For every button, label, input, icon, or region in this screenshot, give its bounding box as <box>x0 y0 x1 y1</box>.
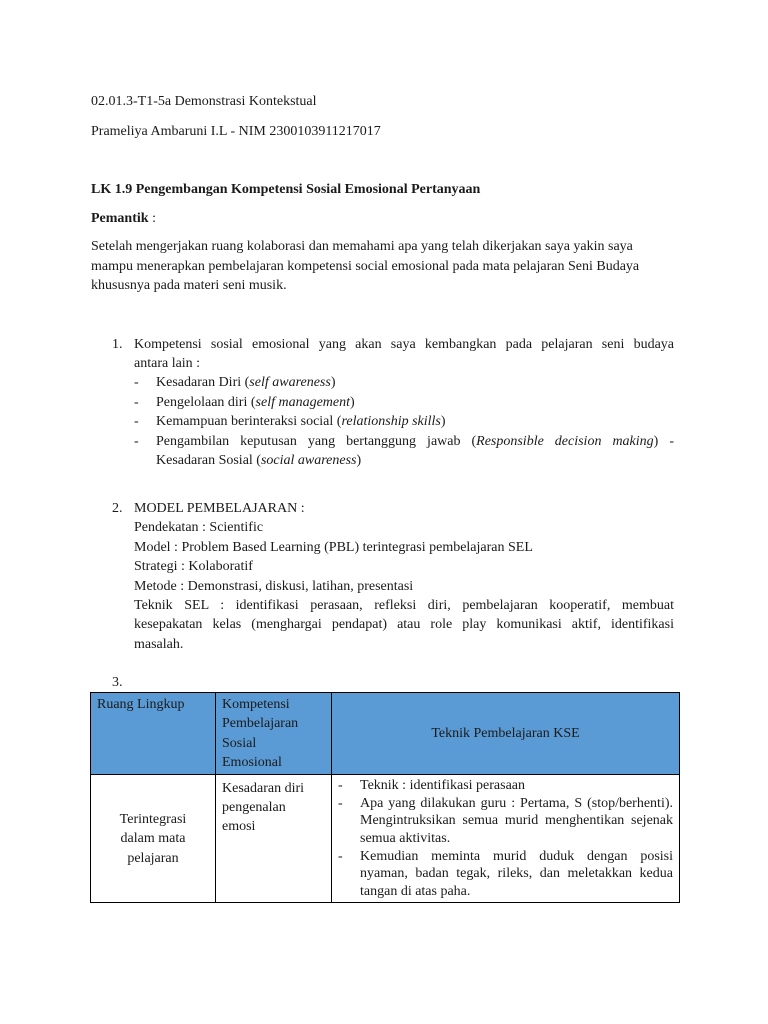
bullet-close: ) <box>440 414 446 429</box>
bullet-text: Pengambilan keputusan yang bertanggung jawab ( <box>156 434 477 449</box>
list-item <box>338 777 673 795</box>
header-text: Sosial <box>222 735 257 751</box>
bullet-italic-term: relationship skills <box>341 414 441 429</box>
teknik-line: masalah. <box>134 637 184 652</box>
continuation-close: ) <box>356 453 362 468</box>
kse-table <box>90 692 680 903</box>
header-kompetensi <box>216 693 332 775</box>
bullet-close: ) <box>350 395 355 410</box>
list-item <box>338 795 673 848</box>
bullet-dash: - <box>134 395 139 410</box>
bullet-text: Kemampuan berinteraksi social ( <box>156 414 342 429</box>
cell-ruang-lingkup <box>91 775 216 903</box>
pemantik-heading <box>91 209 156 228</box>
header-teknik <box>332 693 680 775</box>
header-text: Teknik Pembelajaran KSE <box>431 725 580 741</box>
list-text: Teknik : identifikasi perasaan <box>360 778 526 794</box>
teknik-list <box>338 777 673 900</box>
model-line: Strategi : Kolaboratif <box>134 559 253 574</box>
item1-number: 1. <box>112 337 123 352</box>
bullet-dash: - <box>134 434 139 449</box>
teknik-line: Teknik SEL : identifikasi perasaan, refleksi diri, pembelajaran kooperatif, membuat <box>134 598 674 613</box>
pemantik-paragraph: Setelah mengerjakan ruang kolaborasi dan memahami apa yang telah dikerjakan saya yakin saya mampu menerapkan pembelajaran kompetensi social emosional pada mata pelajaran Seni Budaya khususnya pada materi seni musik. <box>91 239 640 293</box>
header-text: Emosional <box>222 754 282 770</box>
cell-text: Kesadaran diri <box>222 781 305 797</box>
bullet-dash: - <box>134 375 139 390</box>
model-line: Model : Problem Based Learning (PBL) terintegrasi pembelajaran SEL <box>134 540 533 555</box>
bullet-text: Kesadaran Diri ( <box>156 375 250 390</box>
cell-text: emosi <box>222 819 256 835</box>
cell-text: dalam mata <box>120 831 186 847</box>
list-text: Apa yang dilakukan guru : Pertama, S (stop/berhenti). Mengintruksikan semua murid menghentikan sejenak semua aktivitas. <box>360 795 673 846</box>
bullet-italic-term: self management <box>255 395 351 410</box>
list-text: Kemudian meminta murid duduk dengan posisi nyaman, badan tegak, rileks, dan meletakkan kedua tangan di atas paha. <box>360 848 673 899</box>
list-dash: - <box>338 795 343 811</box>
model-line: Pendekatan : Scientific <box>134 520 264 535</box>
header-text: Kompetensi <box>222 697 290 712</box>
bullet-text: Pengelolaan diri ( <box>156 395 256 410</box>
continuation-italic-term: social awareness <box>260 453 357 468</box>
cell-kompetensi <box>216 775 332 903</box>
teknik-line: kesepakatan kelas (menghargai pendapat) atau role play komunikasi aktif, identifikasi <box>134 617 674 632</box>
cell-text: Terintegrasi <box>119 811 187 827</box>
header-text: Ruang Lingkup <box>97 697 185 712</box>
header-ruang-lingkup <box>91 693 216 775</box>
item1-continuation <box>156 451 361 471</box>
document-title: LK 1.9 Pengembangan Kompetensi Sosial Emosional Pertanyaan <box>91 182 481 197</box>
model-line: Metode : Demonstrasi, diskusi, latihan, presentasi <box>134 579 414 594</box>
bullet-dash: - <box>134 414 139 429</box>
item3-number: 3. <box>112 675 123 690</box>
item1-intro-line2: antara lain : <box>134 356 201 371</box>
bullet-close: ) - <box>653 434 674 449</box>
bullet-italic-term: Responsible decision making <box>476 434 654 449</box>
list-dash: - <box>338 778 343 794</box>
header-text: Pembelajaran <box>222 716 299 732</box>
author-line: Prameliya Ambaruni I.L - NIM 2300103911217017 <box>91 124 381 139</box>
pemantik-label: Pemantik <box>91 211 149 226</box>
bullet-italic-term: self awareness <box>249 375 331 390</box>
continuation-text: Kesadaran Sosial ( <box>156 453 261 468</box>
list-item <box>338 848 673 901</box>
table-header-row <box>91 693 680 775</box>
item2-number: 2. <box>112 501 123 516</box>
table-row <box>91 775 680 903</box>
cell-teknik <box>332 775 680 903</box>
bullet-close: ) <box>330 375 336 390</box>
item2-heading: MODEL PEMBELAJARAN : <box>134 501 305 516</box>
cell-text: pengenalan <box>222 800 286 816</box>
pemantik-colon: : <box>148 211 156 226</box>
cell-text: pelajaran <box>127 850 179 866</box>
document-code-line: 02.01.3-T1-5a Demonstrasi Kontekstual <box>91 94 317 109</box>
item1-intro-line1: Kompetensi sosial emosional yang akan saya kembangkan pada pelajaran seni budaya <box>134 337 674 352</box>
list-dash: - <box>338 848 343 864</box>
